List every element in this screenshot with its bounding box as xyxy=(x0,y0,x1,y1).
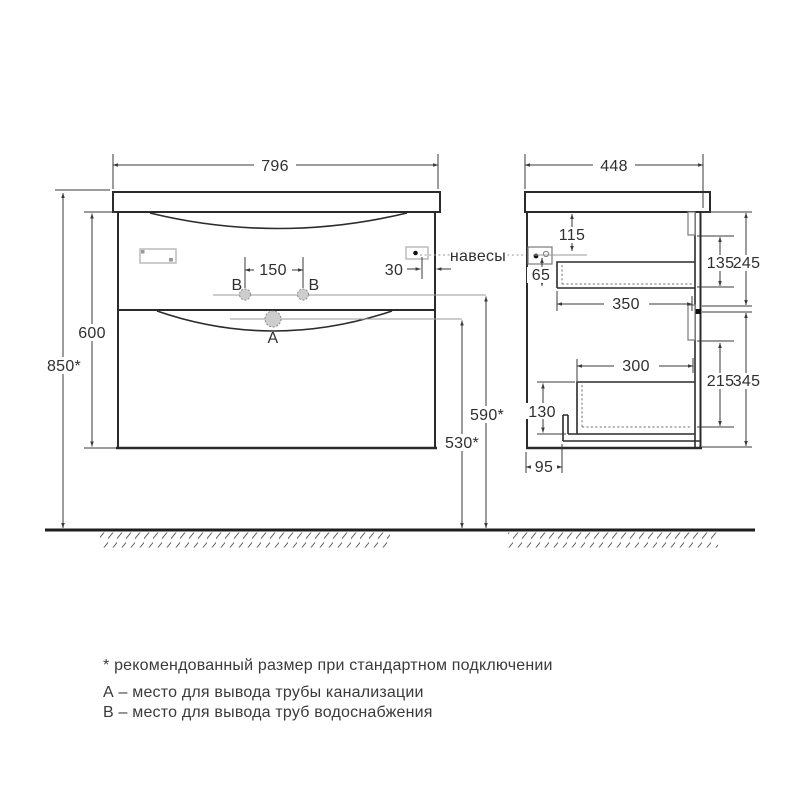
front-view xyxy=(55,154,527,528)
hanger-offset-label: 30 xyxy=(384,262,404,279)
hangers-label: навесы xyxy=(449,248,507,265)
upper-depth-label: 350 xyxy=(612,296,640,313)
side-view xyxy=(525,154,752,473)
lower-front-label: 345 xyxy=(732,373,761,390)
lower-drawer-bottom-dashed xyxy=(582,385,690,427)
drain-label: А xyxy=(267,330,279,347)
legend-note-a: А – место для вывода трубы канализации xyxy=(103,684,424,701)
water-height-label: 590* xyxy=(469,407,505,424)
side-countertop xyxy=(525,192,710,212)
upper-inner-label: 135 xyxy=(706,255,735,272)
hanger-from-top-label: 115 xyxy=(558,227,586,244)
lower-depth-label: 300 xyxy=(622,358,650,375)
lower-inner-label: 215 xyxy=(706,373,735,390)
upper-drawer-box xyxy=(557,262,695,288)
hanger-to-drawer-label: 65 xyxy=(531,267,551,284)
water-outlet-hole-right xyxy=(298,289,309,300)
front-width-label: 796 xyxy=(261,158,289,175)
cabinet-height-label: 600 xyxy=(78,325,106,342)
side-top-rail xyxy=(688,212,695,235)
floor-hatch-left xyxy=(100,533,390,548)
holes-spacing-label: 150 xyxy=(259,262,287,279)
front-left-hanger xyxy=(140,249,176,263)
drain-height-label: 530* xyxy=(444,435,480,452)
floor xyxy=(45,530,755,548)
lower-drawer-box xyxy=(577,382,695,434)
front-countertop xyxy=(113,192,440,212)
drain-outlet-hole xyxy=(265,311,281,327)
front-upper-drawer-curve xyxy=(150,213,407,229)
front-right-hanger xyxy=(406,247,428,259)
legend xyxy=(103,657,553,721)
depth-label: 448 xyxy=(600,158,628,175)
dimension-labels xyxy=(47,158,760,476)
hole-right-label: В xyxy=(308,277,320,294)
legend-note-recommended: * рекомендованный размер при стандартном подключении xyxy=(103,657,553,674)
right-extension-lines xyxy=(697,212,752,447)
floor-hatch-right xyxy=(508,533,718,548)
hole-left-label: В xyxy=(231,277,243,294)
side-bottom-panel xyxy=(563,415,700,441)
total-height-label: 850* xyxy=(46,358,82,375)
back-clearance-label: 95 xyxy=(534,459,554,476)
legend-note-b: В – место для вывода труб водоснабжения xyxy=(103,704,433,721)
upper-drawer-bottom-dashed xyxy=(562,265,693,284)
label-masks xyxy=(44,156,764,475)
lower-height-label: 130 xyxy=(528,404,556,421)
upper-front-label: 245 xyxy=(732,255,761,272)
